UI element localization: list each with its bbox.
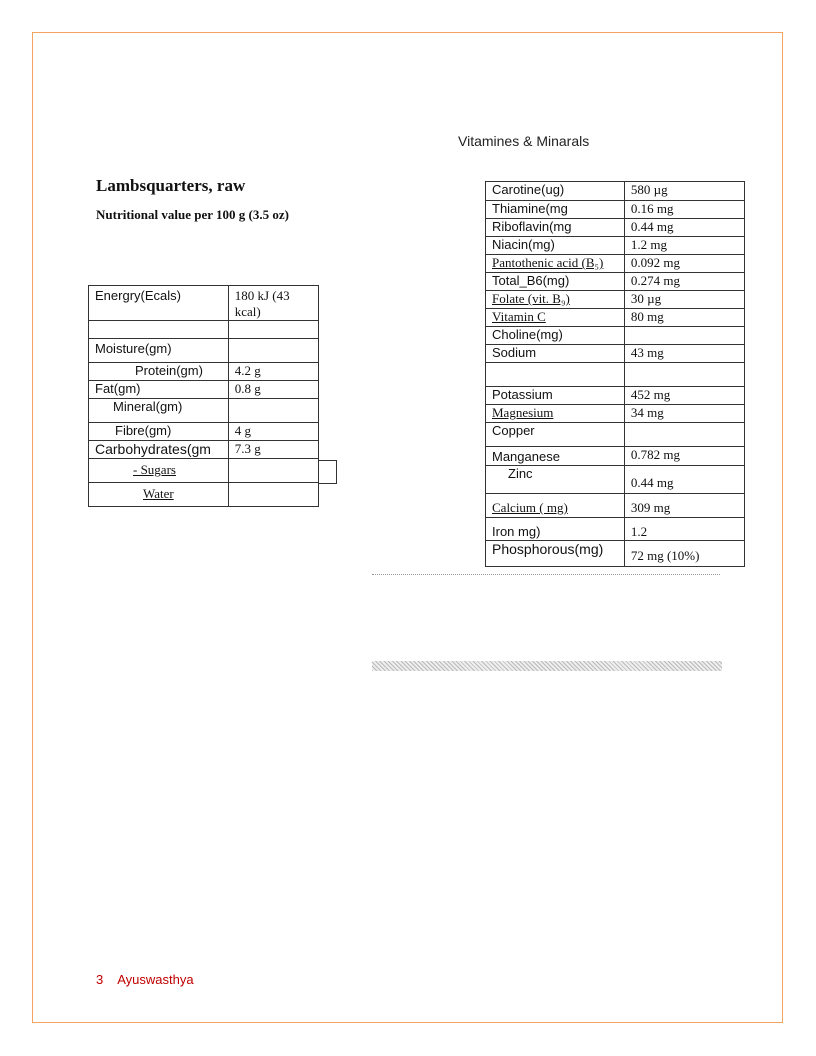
vitamin-name: Sodium [486,345,625,363]
vitamin-value: 1.2 mg [624,237,744,255]
vitamin-value: 72 mg (10%) [624,541,744,567]
vitamins-heading: Vitamines & Minarals [458,133,590,149]
nutrient-value: 4.2 g [228,363,318,381]
table-row [89,381,319,399]
nutrient-name: Fat(gm) [89,381,229,399]
table-row [486,219,745,237]
table-row [89,363,319,381]
sugars-cell-extension [318,460,337,484]
vitamin-name: Zinc [486,466,625,494]
vitamin-value: 0.16 mg [624,201,744,219]
vitamin-name [486,363,625,387]
table-row [89,423,319,441]
vitamin-value: 80 mg [624,309,744,327]
nutrient-value: 0.8 g [228,381,318,399]
table-row [486,255,745,273]
table-row [89,399,319,423]
page-footer [96,972,194,987]
table-row [89,339,319,363]
vitamin-name: Thiamine(mg [486,201,625,219]
nutrient-value [228,339,318,363]
vitamin-name: Magnesium [486,405,625,423]
table-row [486,423,745,447]
nutrient-name: Water [89,483,229,507]
vitamin-name: Choline(mg) [486,327,625,345]
nutrient-value: 180 kJ (43 kcal) [228,286,318,321]
vitamin-name: Vitamin C [486,309,625,327]
calcium-label: Calcium ( mg) [492,500,568,515]
table-row [486,273,745,291]
divider-line [372,574,720,575]
vitamin-value: 34 mg [624,405,744,423]
table-row [486,541,745,567]
vitamin-value: 0.782 mg [624,447,744,466]
vitamin-value [624,423,744,447]
nutrient-name: Mineral(gm) [89,399,229,423]
table-row [486,466,745,494]
vitamin-name: Potassium [486,387,625,405]
vitamin-value [624,327,744,345]
table-row [486,447,745,466]
vitamin-name: Carotine(ug) [486,182,625,201]
table-row [486,309,745,327]
table-row [486,345,745,363]
vitamin-name: Riboflavin(mg [486,219,625,237]
table-row [89,459,319,483]
nutrient-name: - Sugars [89,459,229,483]
nutrient-value: 4 g [228,423,318,441]
vitamin-name: Phosphorous(mg) [486,541,625,567]
table-row [486,494,745,518]
nutrient-name: Energry(Ecals) [89,286,229,321]
food-title: Lambsquarters, raw [96,176,246,195]
hatched-divider [372,661,722,671]
vitamin-value [624,363,744,387]
vitamin-name: Iron mg) [486,518,625,541]
vitamin-name: Folate (vit. B₉) [486,291,625,309]
vitamin-value: 580 µg [624,182,744,201]
table-row [486,237,745,255]
vitamin-value: 0.44 mg [624,219,744,237]
vitamin-value: 0.44 mg [624,466,744,494]
vitamin-name: Copper [486,423,625,447]
vitamin-name: Manganese [486,447,625,466]
table-row [89,441,319,459]
vitamin-name: Pantothenic acid (B₅) [486,255,625,273]
table-row [89,321,319,339]
footer-name: Ayuswasthya [117,972,194,987]
vitamin-value: 1.2 [624,518,744,541]
nutrient-value [228,399,318,423]
vitamin-value: 0.092 mg [624,255,744,273]
vitamin-value: 30 µg [624,291,744,309]
table-row [486,182,745,201]
nutrient-name: Protein(gm) [89,363,229,381]
table-row [486,201,745,219]
table-row [89,483,319,507]
table-row [486,363,745,387]
food-subtitle: Nutritional value per 100 g (3.5 oz) [96,207,289,222]
nutrient-name [89,321,229,339]
vitamin-value: 43 mg [624,345,744,363]
vitamins-table [485,181,745,567]
nutrient-name: Moisture(gm) [89,339,229,363]
table-row [486,327,745,345]
nutrient-value [228,483,318,507]
vitamin-value: 309 mg [624,494,744,518]
page-number: 3 [96,972,104,987]
nutrient-value [228,459,318,483]
table-row [89,286,319,321]
nutrient-value: 7.3 g [228,441,318,459]
vitamin-name: Niacin(mg) [486,237,625,255]
vitamin-value: 452 mg [624,387,744,405]
nutrient-value [228,321,318,339]
vitamin-name: Total_B6(mg) [486,273,625,291]
table-row [486,387,745,405]
nutrient-name: Carbohydrates(gm [89,441,229,459]
vitamin-value: 0.274 mg [624,273,744,291]
table-row [486,518,745,541]
vitamin-name [486,494,625,518]
nutrient-name: Fibre(gm) [89,423,229,441]
table-row [486,291,745,309]
table-row [486,405,745,423]
nutrition-table [88,285,319,507]
